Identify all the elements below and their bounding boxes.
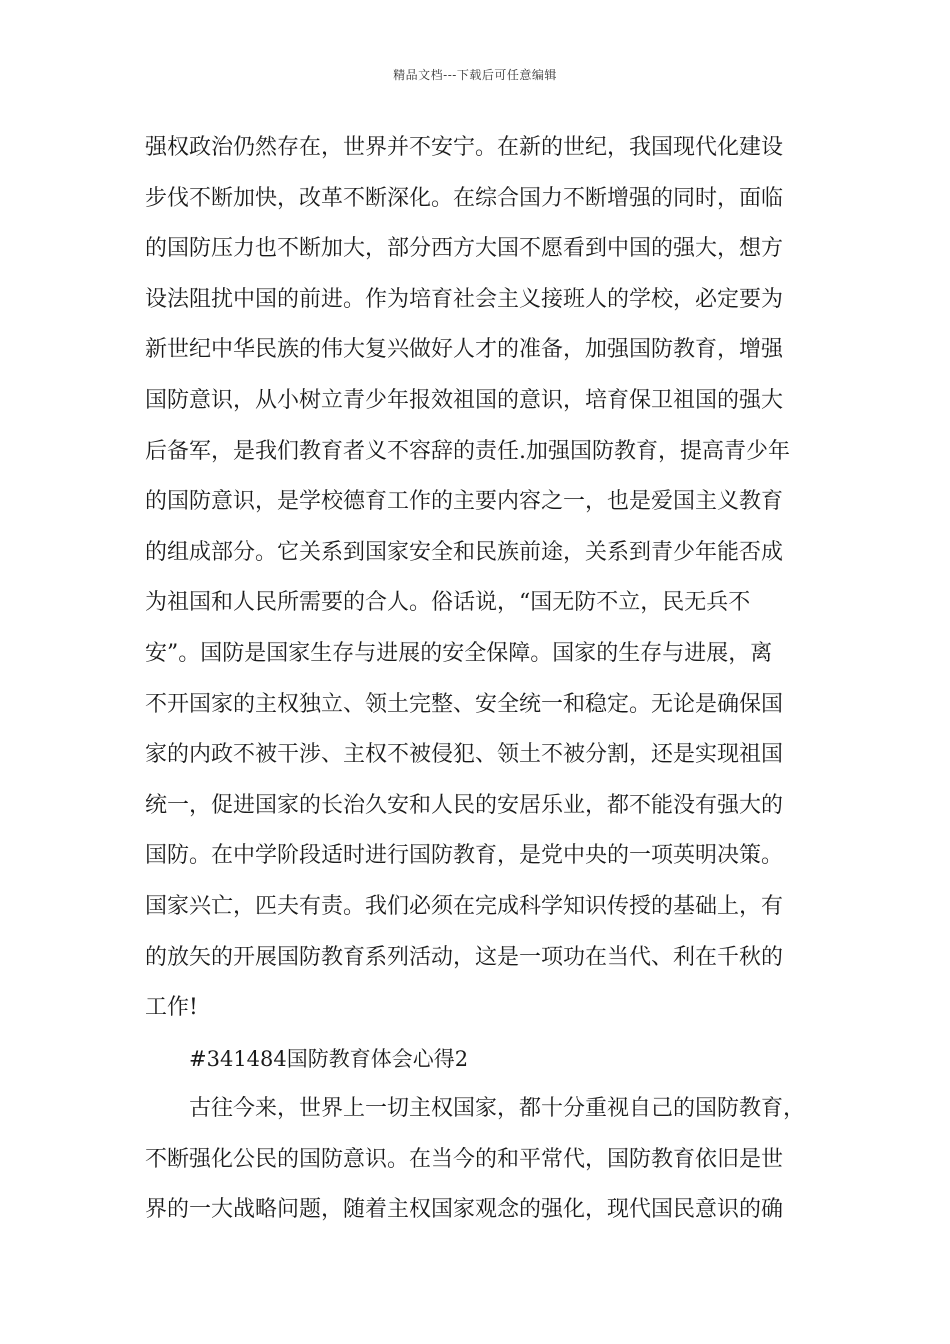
text-line: 界的一大战略问题，随着主权国家观念的强化，现代国民意识的确 bbox=[145, 1197, 784, 1223]
text-line: 国防。在中学阶段适时进行国防教育，是党中央的一项英明决策。 bbox=[145, 843, 784, 869]
text-line: 统一，促进国家的长治久安和人民的安居乐业，都不能没有强大的 bbox=[145, 792, 784, 818]
text-line: 设法阻扰中国的前进。作为培育社会主义接班人的学校，必定要为 bbox=[145, 286, 784, 312]
page-header: 精品文档---下载后可任意编辑 bbox=[393, 68, 557, 82]
text-line: 强权政治仍然存在，世界并不安宁。在新的世纪，我国现代化建设 bbox=[145, 135, 784, 160]
text-line: 步伐不断加快，改革不断深化。在综合国力不断增强的同时，面临 bbox=[145, 185, 784, 211]
section-heading: #341484国防教育体会心得2 bbox=[189, 1046, 469, 1071]
paragraph-2 bbox=[145, 1084, 810, 1236]
text-line: 不断强化公民的国防意识。在当今的和平常代，国防教育依旧是世 bbox=[145, 1146, 784, 1172]
text-line: 安”。国防是国家生存与进展的安全保障。国家的生存与进展，离 bbox=[145, 640, 773, 666]
text-line: 新世纪中华民族的伟大复兴做好人才的准备，加强国防教育，增强 bbox=[145, 337, 784, 363]
text-line: 古往今来，世界上一切主权国家，都十分重视自己的国防教育， bbox=[189, 1096, 806, 1122]
text-line: 的组成部分。它关系到国家安全和民族前途，关系到青少年能否成 bbox=[145, 539, 784, 565]
paragraph-1 bbox=[145, 123, 810, 1034]
text-line: 家的内政不被干涉、主权不被侵犯、领土不被分割，还是实现祖国 bbox=[145, 742, 784, 768]
text-line: 工作! bbox=[145, 995, 198, 1021]
document-body bbox=[145, 123, 810, 1236]
text-line: 为祖国和人民所需要的合人。俗话说，“国无防不立，民无兵不 bbox=[145, 590, 751, 616]
text-line: 国家兴亡，匹夫有责。我们必须在完成科学知识传授的基础上，有 bbox=[145, 893, 784, 919]
text-line: 的国防意识，是学校德育工作的主要内容之一，也是爱国主义教育 bbox=[145, 489, 784, 515]
text-line: 的放矢的开展国防教育系列活动，这是一项功在当代、利在千秋的 bbox=[145, 944, 784, 970]
text-line: 后备军，是我们教育者义不容辞的责任.加强国防教育，提高青少年 bbox=[145, 438, 790, 464]
text-line: 不开国家的主权独立、领土完整、安全统一和稳定。无论是确保国 bbox=[145, 691, 784, 717]
text-line: 的国防压力也不断加大，部分西方大国不愿看到中国的强大，想方 bbox=[145, 236, 784, 262]
text-line: 国防意识，从小树立青少年报效祖国的意识，培育保卫祖国的强大 bbox=[145, 387, 784, 413]
